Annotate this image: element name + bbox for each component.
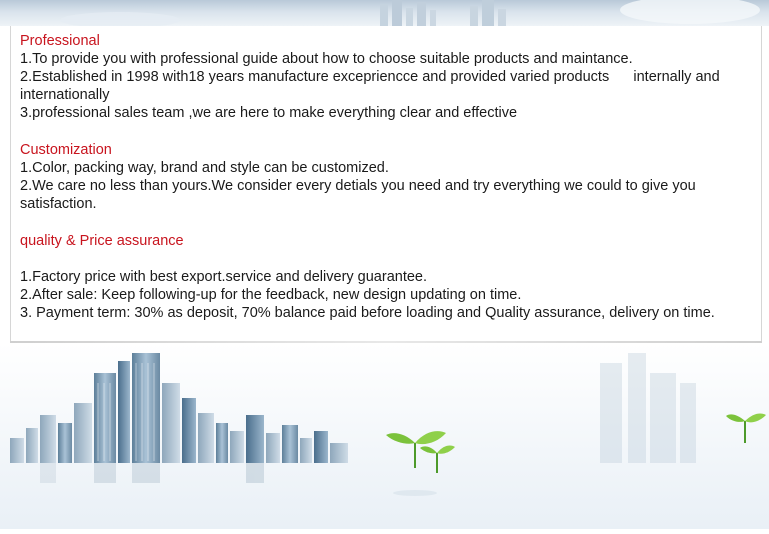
customization-heading: Customization [20, 142, 112, 158]
professional-line-1: 1.To provide you with professional guide about how to choose suitable products and maintance. [20, 51, 633, 67]
city-skyline-illustration [0, 343, 769, 529]
customization-line-2-cont: satisfaction. [20, 196, 97, 212]
professional-line-2: 2.Established in 1998 with18 years manufacture excepriencce and provided varied products internally and [20, 69, 720, 85]
top-banner [0, 0, 769, 26]
quality-line-1: 1.Factory price with best export.service and delivery guarantee. [20, 269, 428, 285]
professional-line-3: 3.professional sales team ,we are here to make everything clear and effective [20, 105, 518, 121]
quality-line-3: 3. Payment term: 30% as deposit, 70% balance paid before loading and Quality assurance, delivery on time. [20, 305, 715, 321]
professional-heading: Professional [20, 33, 100, 49]
customization-line-2: 2.We care no less than yours.We consider every detials you need and try everything we could to give you [20, 178, 696, 194]
quality-line-2: 2.After sale: Keep following-up for the feedback, new design updating on time. [20, 287, 522, 303]
quality-heading: quality & Price assurance [20, 233, 184, 249]
professional-line-2-cont: internationally [20, 87, 110, 103]
customization-line-1: 1.Color, packing way, brand and style can be customized. [20, 160, 389, 176]
banner-skyline-graphic [0, 0, 769, 26]
